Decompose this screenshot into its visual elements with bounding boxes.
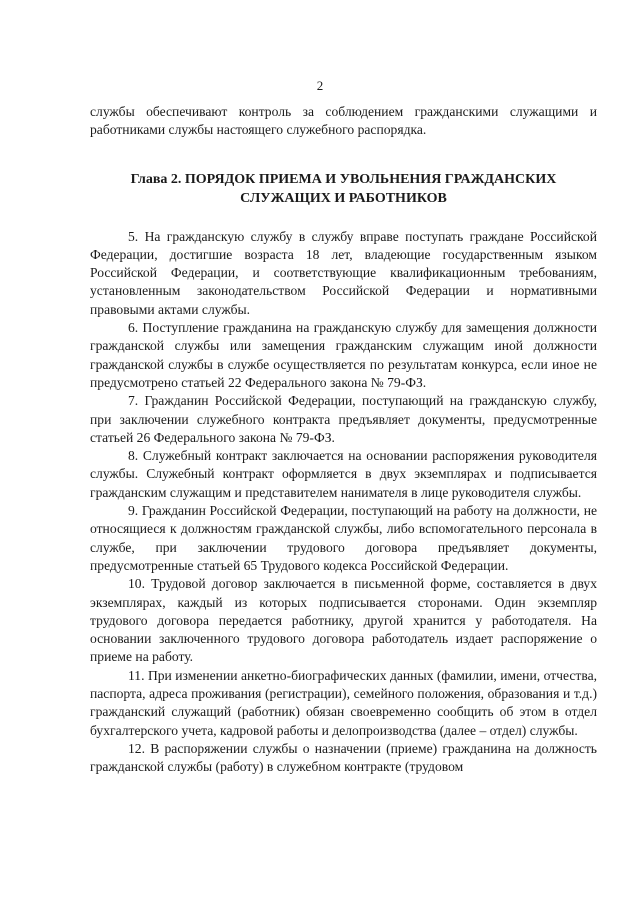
clause-11: 11. При изменении анкетно-биографических данных (фамилии, имени, отчества, паспорта, адреса проживания (регистрации), семейного положения, образования и т.д.) гражданский служащий (работник) обязан своевременно сообщить об этом в отдел бухгалтерского учета, кадровой работы и делопроизводства (далее – отдел) службы.: [90, 667, 597, 738]
clause-10: 10. Трудовой договор заключается в письменной форме, составляется в двух экземплярах, каждый из которых подписывается сторонами. Один экземпляр трудового договора передается работнику, другой хранится у работодателя. На основании заключенного трудового договора работодатель издает распоряжение о приеме на работу.: [90, 576, 597, 665]
clause-5: 5. На гражданскую службу в службу вправе поступать граждане Российской Федерации, достигшие возраста 18 лет, владеющие государственным языком Российской Федерации, и соответствующие квалификационным требованиям, установленным законодательством Российской Федерации и нормативными правовыми актами службы.: [90, 228, 597, 317]
clause-12: 12. В распоряжении службы о назначении (приеме) гражданина на должность гражданской службы (работу) в служебном контракте (трудовом: [90, 740, 597, 775]
page-number: 2: [316, 78, 324, 93]
clause-7: 7. Гражданин Российской Федерации, поступающий на гражданскую службу, при заключении служебного контракта предъявляет документы, предусмотренные статьей 26 Федерального закона № 79-ФЗ.: [90, 393, 597, 445]
clause-6: 6. Поступление гражданина на гражданскую службу для замещения должности гражданской службы или замещения гражданским служащим иной должности гражданской службы в службе осуществляется по результатам конкурса, если иное не предусмотрено статьей 22 Федерального закона № 79-ФЗ.: [90, 320, 597, 390]
chapter-heading: Глава 2. ПОРЯДОК ПРИЕМА И УВОЛЬНЕНИЯ ГРАЖДАНСКИХ СЛУЖАЩИХ И РАБОТНИКОВ: [130, 171, 557, 206]
document-body: [90, 103, 597, 777]
intro-paragraph: службы обеспечивают контроль за соблюдением гражданскими служащими и работниками службы настоящего служебного распорядка.: [90, 104, 597, 138]
clause-9: 9. Гражданин Российской Федерации, поступающий на работу на должности, не относящиеся к должностям гражданской службы, либо вспомогательного персонала в службе, при заключении трудового договора предъявляет документы, предусмотренные статьей 65 Трудового кодекса Российской Федерации.: [90, 503, 597, 573]
clause-8: 8. Служебный контракт заключается на основании распоряжения руководителя службы. Служебный контракт оформляется в двух экземплярах и подписывается гражданским служащим и представителем нанимателя в лице руководителя службы.: [90, 448, 597, 500]
